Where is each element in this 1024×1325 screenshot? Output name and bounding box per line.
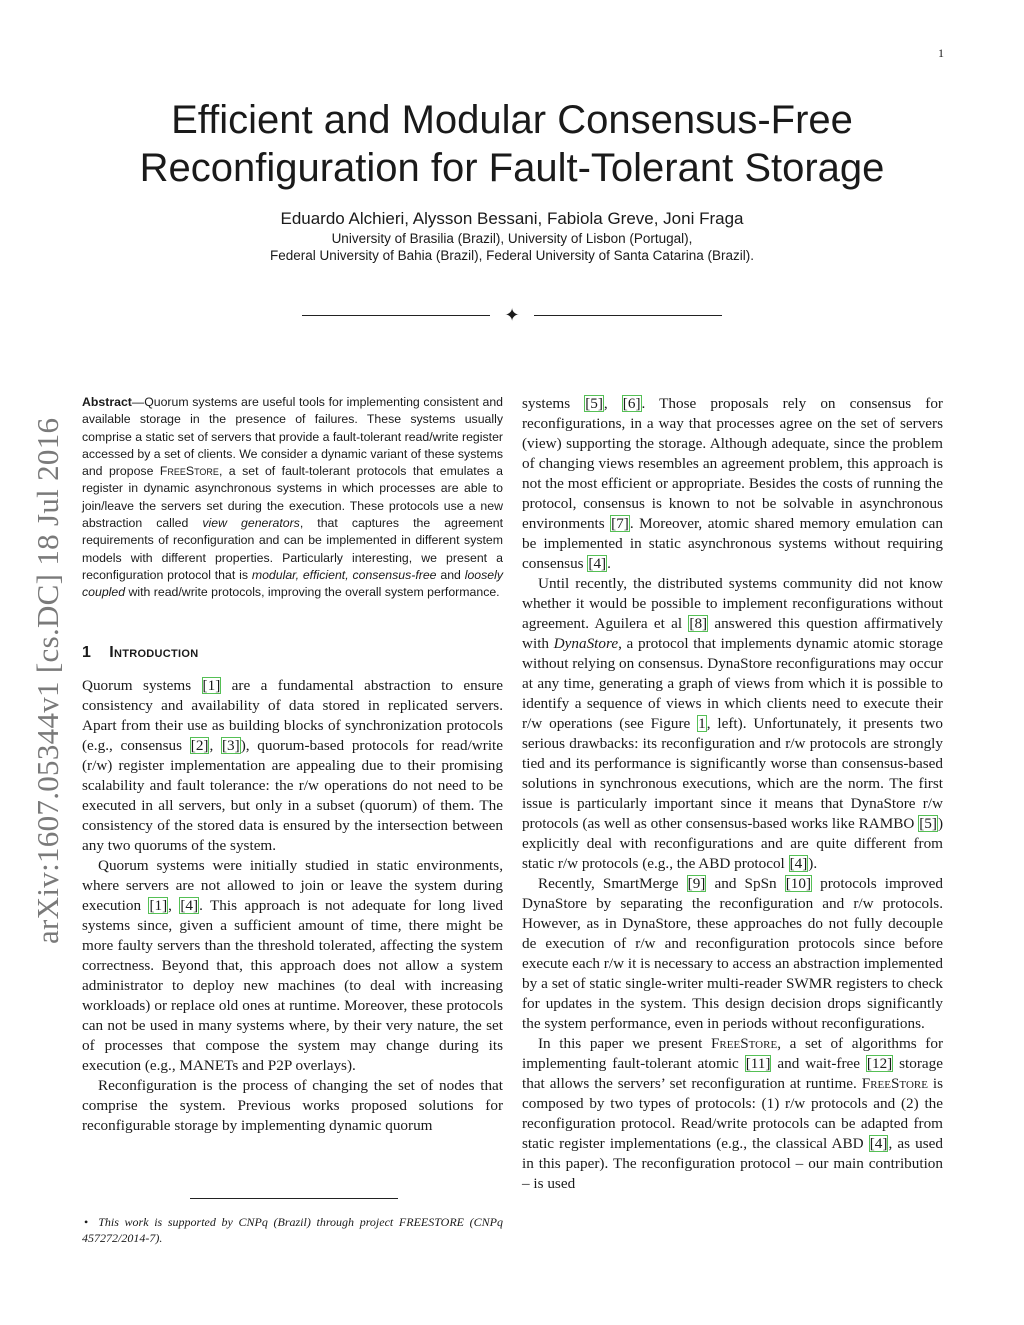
emphasis-view-generators: view generators xyxy=(202,516,300,531)
citation-link[interactable]: [4] xyxy=(588,555,607,572)
citation-link[interactable]: [5] xyxy=(919,815,937,832)
affiliation-line-1: University of Brasilia (Brazil), University of Lisbon (Portugal), xyxy=(331,231,693,246)
emphasis-dynastore: DynaStore xyxy=(553,635,619,652)
citation-link[interactable]: [3] xyxy=(221,736,240,754)
footnote-text: This work is supported by CNPq (Brazil) through project FREESTORE (CNPq 457272/2014-7). xyxy=(82,1215,503,1245)
footnote-bullet: • xyxy=(84,1215,89,1229)
citation-link[interactable]: [8] xyxy=(689,615,708,632)
separator-line-left xyxy=(302,315,490,316)
left-column xyxy=(82,394,503,1136)
citation-link[interactable]: [11] xyxy=(745,1055,771,1072)
page-number: 1 xyxy=(938,46,944,60)
citation-link[interactable]: [9] xyxy=(687,875,706,892)
citation-link[interactable]: [1] xyxy=(149,896,168,914)
citation-link[interactable]: [7] xyxy=(611,515,629,532)
citation-link[interactable]: [1] xyxy=(202,676,221,694)
citation-link[interactable]: [12] xyxy=(866,1055,893,1072)
emphasis-modular: modular, efficient, consensus-free xyxy=(251,567,437,582)
right-column xyxy=(522,394,943,1194)
intro-paragraph-3: Reconfiguration is the process of changing the set of nodes that comprise the system. Previous works proposed solutions for reconfigurable storage by implementing dynamic quorum xyxy=(82,1076,503,1134)
intro-paragraph-4: Until recently, the distributed systems community did not know whether it would be possible to implement reconfigurations without agreement. Aguilera et al [8] answered this question affirmatively with DynaStore, a protocol that implements dynamic atomic storage without relying on consensus. DynaStore reconfigurations may occur at any time, generating a graph of views from which it is possible to identify a sequence of views in which clients need to execute their r/w operations (see Figure 1, left). Unfortunately, it presents two serious drawbacks: its reconfiguration and r/w protocols are strongly tied and its performance is significantly worse than consensus-based solutions in synchronous executions, which are the norm. The first issue is particularly important since it means that DynaStore r/w protocols (as well as other consensus-based works like RAMBO [5]) explicitly deal with reconfigurations and are quite different from static r/w protocols (e.g., the ABD protocol [4]). xyxy=(522,575,943,872)
emphasis-loosely-coupled: loosely coupled xyxy=(82,567,503,600)
section-heading-introduction xyxy=(82,644,503,662)
freestore-name: FreeStore xyxy=(861,1075,928,1092)
section-number: 1 xyxy=(82,643,92,661)
title-separator xyxy=(302,306,722,326)
abstract-label: Abstract xyxy=(82,395,132,409)
separator-star-icon: ✦ xyxy=(504,305,520,325)
citation-link[interactable]: [10] xyxy=(785,875,812,892)
citation-link[interactable]: [5] xyxy=(585,395,603,412)
affiliation-line-2: Federal University of Bahia (Brazil), Federal University of Santa Catarina (Brazil). xyxy=(270,248,754,263)
freestore-name: FreeStore xyxy=(710,1035,778,1052)
intro-paragraph-1: Quorum systems [1] are a fundamental abstraction to ensure consistency and availability of data stored in replicated servers. Apart from their use as building blocks of synchronization protocols (e.g., consensus [2], [3]), quorum-based protocols for read/write (r/w) register implementation are appealing due to their promising scalability and fault tolerance: the r/w operations do not need to be executed in all servers, but only in a subset (quorum) of them. The consistency of the stored data is ensured by the intersection between any two quorums of the system. xyxy=(82,676,504,854)
abstract: Abstract—Quorum systems are useful tools for implementing consistent and available storage in the presence of failures. These systems usually comprise a static set of servers that provide a fault-tolerant read/write register accessed by a set of clients. We consider a dynamic variant of these systems and propose FreeStore, a set of fault-tolerant protocols that emulates a register in dynamic asynchronous systems in which processes are able to join/leave the servers set during the execution. These protocols use a new abstraction called view generators, that captures the agreement requirements of reconfiguration and can be implemented in different system models with different properties. Particularly interesting, we present a reconfiguration protocol that is modular, efficient, consensus-free and loosely coupled with read/write protocols, improving the overall system performance. xyxy=(82,395,504,600)
footnote-rule xyxy=(190,1198,398,1199)
intro-paragraph-6: In this paper we present FreeStore, a set of algorithms for implementing fault-tolerant atomic [11] and wait-free [12] storage that allows the servers’ set reconfiguration at runtime. FreeStore is composed by two types of protocols: (1) r/w protocols and (2) the reconfiguration protocol. Read/write protocols can be adapted from static register implementations (e.g., the classical ABD [4], as used in this paper). The reconfiguration protocol – our main contribution – is used xyxy=(522,1035,944,1192)
citation-link[interactable]: [6] xyxy=(622,395,641,412)
intro-paragraph-5: Recently, SmartMerge [9] and SpSn [10] protocols improved DynaStore by separating the reconfiguration and r/w protocols. However, as in DynaStore, these approaches do not fully decouple de execution of r/w and reconfiguration protocols since before execute each r/w it is necessary to access an abstraction implemented by a set of static single-writer multi-reader SWMR registers to check for updates in the system. This design decision drops significantly the system performance, even in periods without reconfigurations. xyxy=(522,875,943,1032)
intro-paragraph-3-continued: systems [5], [6]. Those proposals rely on consensus for reconfigurations, in a way that processes agree on the set of servers (view) supporting the storage. Although adequate, since the problem of changing views resembles an agreement problem, this approach is not the most efficient or appropriate. Besides the costs of running the protocol, consensus is known to not be solvable in asynchronous environments [7]. Moreover, atomic shared memory emulation can be implemented in static asynchronous systems without requiring consensus [4]. xyxy=(522,395,943,572)
intro-paragraph-2: Quorum systems were initially studied in static environments, where servers are not allowed to join or leave the system during execution [1], [4]. This approach is not adequate for long lived systems since, given a sufficient amount of time, there might be more faulty servers than the threshold tolerated, affecting the system correctness. Beyond that, this approach does not allow a system administrator to deploy new machines (to deal with increasing workloads) or replace old ones at runtime. Moreover, these protocols can not be used in many systems where, by their very nature, the set of processes that compose the system may change during its execution (e.g., MANETs and P2P overlays). xyxy=(82,856,503,1074)
freestore-name: FreeStore xyxy=(159,464,219,479)
citation-link[interactable]: [4] xyxy=(180,896,199,914)
citation-link[interactable]: [4] xyxy=(869,1135,888,1152)
title-line-1: Efficient and Modular Consensus-Free xyxy=(171,98,853,142)
arxiv-identifier-stamp: arXiv:1607.05344v1 [cs.DC] 18 Jul 2016 xyxy=(30,417,65,944)
citation-link[interactable]: [2] xyxy=(190,736,209,754)
citation-link[interactable]: [4] xyxy=(789,855,808,872)
footnote xyxy=(82,1214,503,1246)
paper-title xyxy=(0,96,1024,192)
title-line-2: Reconfiguration for Fault-Tolerant Storage xyxy=(139,146,885,190)
figure-link[interactable]: 1 xyxy=(698,715,706,732)
separator-line-right xyxy=(534,315,722,316)
section-title: Introduction xyxy=(109,643,199,661)
author-list: Eduardo Alchieri, Alysson Bessani, Fabiola Greve, Joni Fraga xyxy=(280,209,744,228)
